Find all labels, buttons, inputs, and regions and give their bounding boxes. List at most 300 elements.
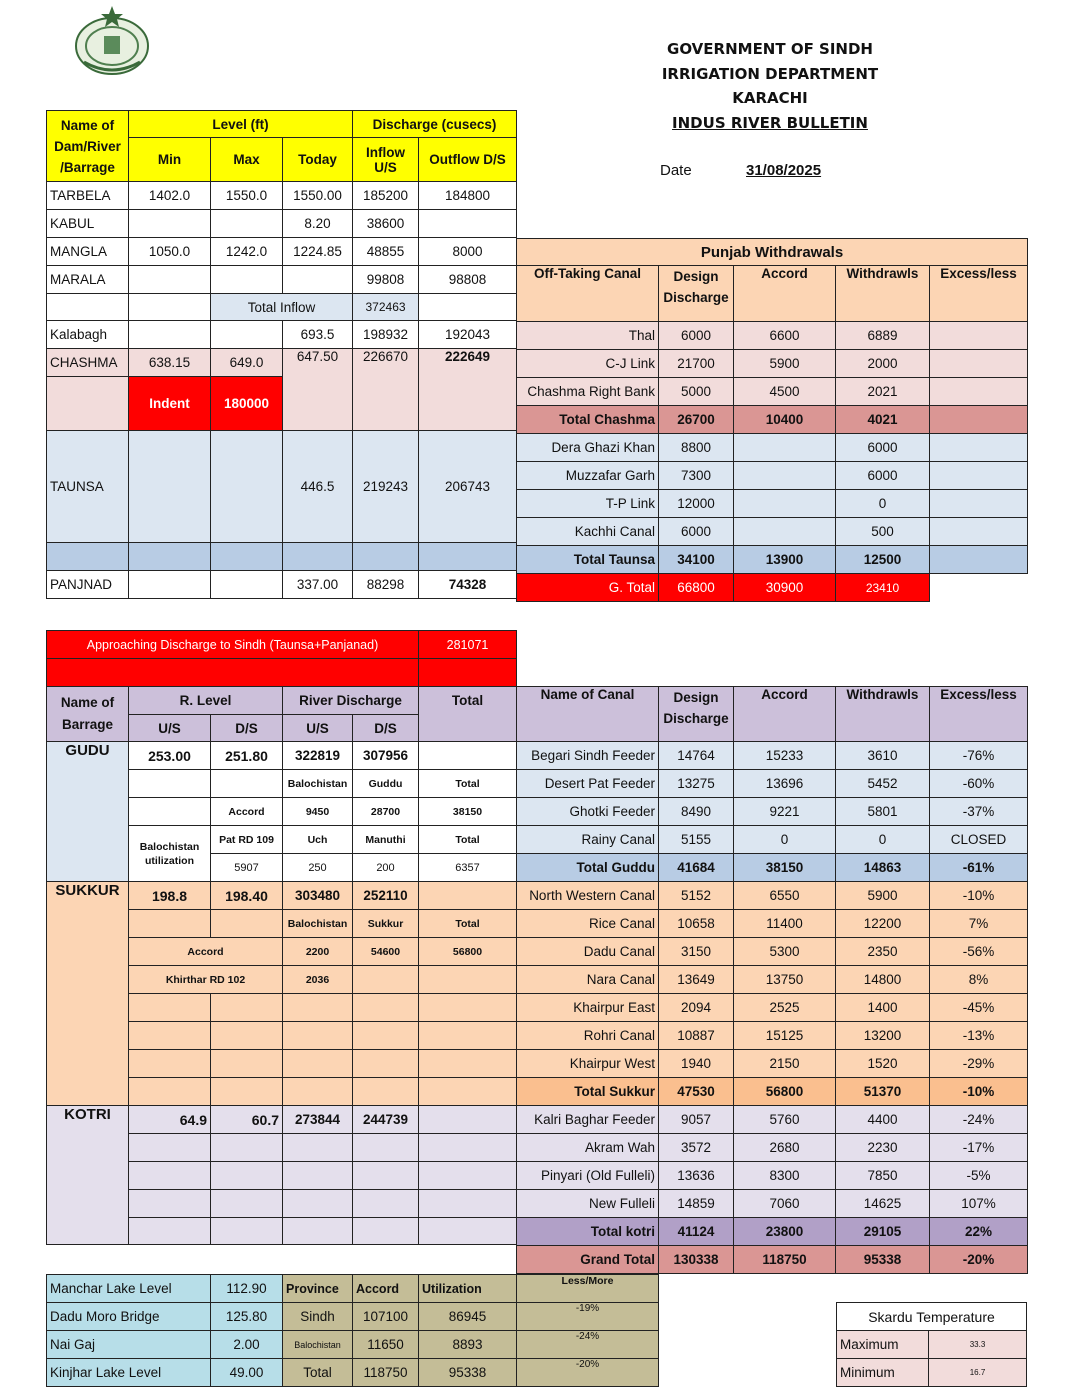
withdrawal: 4400 [836, 1106, 930, 1134]
excess-less: 107% [930, 1190, 1028, 1218]
header-province: Province [283, 1275, 353, 1303]
canal-name: Dadu Canal [517, 938, 659, 966]
header-name: Name of Dam/River /Barrage [47, 111, 129, 182]
sub-header: Guddu [353, 770, 419, 798]
accord: 5760 [734, 1106, 836, 1134]
excess-less: -61% [930, 854, 1028, 882]
province-name: Balochistan [283, 1331, 353, 1359]
header-canal: Off-Taking Canal [517, 266, 659, 322]
outflow: 8000 [419, 238, 517, 266]
header-us: U/S [283, 715, 353, 742]
level-max [211, 210, 283, 238]
canal-row [517, 1022, 1028, 1050]
canal-row [517, 882, 1028, 910]
canal-row [517, 1190, 1028, 1218]
excess-less: -10% [930, 1078, 1028, 1106]
header-barrage: Name of Barrage [47, 687, 129, 742]
excess-less: 22% [930, 1218, 1028, 1246]
skardu-temperature-table [836, 1302, 1027, 1387]
level-today: 337.00 [283, 571, 353, 599]
lake-value: 125.80 [211, 1303, 283, 1331]
header-accord: Accord [734, 687, 836, 742]
withdrawal: 12500 [836, 546, 930, 574]
excess-less: -24% [930, 1106, 1028, 1134]
header-accord: Accord [734, 266, 836, 322]
barrage-name: GUDU [47, 742, 129, 882]
inflow: 219243 [353, 431, 419, 543]
inflow: 185200 [353, 182, 419, 210]
excess-less [930, 490, 1028, 518]
canal-row [517, 1050, 1028, 1078]
level-today [283, 266, 353, 294]
province-accord: 11650 [353, 1331, 419, 1359]
skardu-min-value: 16.7 [929, 1359, 1027, 1387]
punjab-withdrawals-table [516, 238, 1028, 602]
withdrawal: 2350 [836, 938, 930, 966]
sub-header: Sukkur [353, 910, 419, 938]
sub-header: Manuthi [353, 826, 419, 854]
lake-name: Manchar Lake Level [47, 1275, 211, 1303]
sub-header: Total [419, 910, 517, 938]
lake-name: Kinjhar Lake Level [47, 1359, 211, 1387]
date-value: 31/08/2025 [746, 162, 822, 179]
accord-label: Accord [211, 798, 283, 826]
canal-name: Kalri Baghar Feeder [517, 1106, 659, 1134]
level-max: 1242.0 [211, 238, 283, 266]
sindh-canals-table [516, 686, 1028, 1274]
excess-less: -56% [930, 938, 1028, 966]
design-discharge: 5152 [659, 882, 734, 910]
skardu-title: Skardu Temperature [837, 1303, 1027, 1331]
withdrawal: 14625 [836, 1190, 930, 1218]
canal-name: Muzzafar Garh [517, 462, 659, 490]
withdrawal: 14863 [836, 854, 930, 882]
discharge-us: 303480 [283, 882, 353, 910]
header-canal: Name of Canal [517, 687, 659, 742]
withdrawal: 29105 [836, 1218, 930, 1246]
withdrawal: 0 [836, 490, 930, 518]
canal-row [517, 938, 1028, 966]
canal-row [517, 966, 1028, 994]
canal-row [517, 854, 1028, 882]
accord [734, 462, 836, 490]
indent-label: Indent [129, 377, 211, 431]
lake-name: Dadu Moro Bridge [47, 1303, 211, 1331]
withdrawal: 4021 [836, 406, 930, 434]
design-discharge: 47530 [659, 1078, 734, 1106]
excess-less: -13% [930, 1022, 1028, 1050]
canal-name: C-J Link [517, 350, 659, 378]
lake-value: 2.00 [211, 1331, 283, 1359]
accord [734, 434, 836, 462]
khirthar-value: 2036 [283, 966, 353, 994]
dam-name: TARBELA [47, 182, 129, 210]
accord: 11400 [734, 910, 836, 938]
level-today: 647.50 [283, 349, 353, 431]
province-utilization: 8893 [419, 1331, 517, 1359]
withdrawal: 6889 [836, 322, 930, 350]
level-today: 1224.85 [283, 238, 353, 266]
province-name: Sindh [283, 1303, 353, 1331]
design-discharge: 34100 [659, 546, 734, 574]
punjab-title: Punjab Withdrawals [517, 239, 1028, 266]
accord: 15125 [734, 1022, 836, 1050]
header-utilization: Utilization [419, 1275, 517, 1303]
canal-name: New Fulleli [517, 1190, 659, 1218]
canal-name: Total Taunsa [517, 546, 659, 574]
accord: 13696 [734, 770, 836, 798]
excess-less: -37% [930, 798, 1028, 826]
canal-name: Total kotri [517, 1218, 659, 1246]
skardu-max-value: 33.3 [929, 1331, 1027, 1359]
dam-name: KABUL [47, 210, 129, 238]
accord: 2680 [734, 1134, 836, 1162]
level-min: 1402.0 [129, 182, 211, 210]
canal-row [517, 322, 1028, 350]
canal-name: Khairpur West [517, 1050, 659, 1078]
excess-less [930, 378, 1028, 406]
khirthar-label: Khirthar RD 102 [129, 966, 283, 994]
excess-less: -5% [930, 1162, 1028, 1190]
accord: 13900 [734, 546, 836, 574]
header-city: KARACHI [732, 89, 808, 107]
canal-name: Akram Wah [517, 1134, 659, 1162]
lakes-table [46, 1274, 659, 1387]
withdrawal: 7850 [836, 1162, 930, 1190]
design-discharge: 5000 [659, 378, 734, 406]
withdrawal: 14800 [836, 966, 930, 994]
outflow: 206743 [419, 431, 517, 543]
canal-row [517, 462, 1028, 490]
withdrawal: 3610 [836, 742, 930, 770]
design-discharge: 1940 [659, 1050, 734, 1078]
design-discharge: 10887 [659, 1022, 734, 1050]
design-discharge: 41124 [659, 1218, 734, 1246]
withdrawal: 6000 [836, 434, 930, 462]
canal-row [517, 742, 1028, 770]
canal-name: North Western Canal [517, 882, 659, 910]
header-less-more: Less/More [517, 1275, 659, 1303]
canal-name: Pinyari (Old Fulleli) [517, 1162, 659, 1190]
header-excess: Excess/less [930, 687, 1028, 742]
canal-row [517, 546, 1028, 574]
canal-name: Khairpur East [517, 994, 659, 1022]
canal-row [517, 350, 1028, 378]
header-rlevel: R. Level [129, 687, 283, 715]
header-withdrawals: Withdrawls [836, 687, 930, 742]
accord: 5900 [734, 350, 836, 378]
canal-row [517, 1162, 1028, 1190]
design-discharge: 21700 [659, 350, 734, 378]
canal-row [517, 770, 1028, 798]
excess-less [930, 546, 1028, 574]
withdrawal: 2230 [836, 1134, 930, 1162]
level-ds: 198.40 [211, 882, 283, 910]
excess-less [930, 518, 1028, 546]
header-river-discharge: River Discharge [283, 687, 419, 715]
accord: 56800 [734, 1078, 836, 1106]
design-discharge: 8490 [659, 798, 734, 826]
dam-name: Kalabagh [47, 321, 129, 349]
excess-less: -17% [930, 1134, 1028, 1162]
excess-less: 7% [930, 910, 1028, 938]
level-min [129, 210, 211, 238]
excess-less [930, 434, 1028, 462]
gtotal-design: 66800 [659, 574, 734, 602]
canal-row [517, 406, 1028, 434]
inflow: 99808 [353, 266, 419, 294]
lake-value: 112.90 [211, 1275, 283, 1303]
canal-name: Kachhi Canal [517, 518, 659, 546]
excess-less: CLOSED [930, 826, 1028, 854]
withdrawal: 51370 [836, 1078, 930, 1106]
sub-header: Total [419, 826, 517, 854]
accord-value: 38150 [419, 798, 517, 826]
accord-value: 56800 [419, 938, 517, 966]
canal-name: Dera Ghazi Khan [517, 434, 659, 462]
sindh-barrage-table [46, 686, 517, 1245]
province-less: -19% [517, 1303, 659, 1331]
withdrawal: 2000 [836, 350, 930, 378]
inflow: 48855 [353, 238, 419, 266]
canal-row [517, 490, 1028, 518]
design-discharge: 13649 [659, 966, 734, 994]
total-inflow-label: Total Inflow [211, 294, 353, 321]
header-design: Design Discharge [659, 687, 734, 742]
accord: 15233 [734, 742, 836, 770]
canal-name: Total Chashma [517, 406, 659, 434]
outflow: 184800 [419, 182, 517, 210]
gtotal-withdrawal: 23410 [836, 574, 930, 602]
accord: 2150 [734, 1050, 836, 1078]
util-value: 200 [353, 854, 419, 882]
level-today: 8.20 [283, 210, 353, 238]
header-discharge: Discharge (cusecs) [353, 111, 517, 138]
level-min: 638.15 [129, 349, 211, 377]
canal-row [517, 994, 1028, 1022]
withdrawal: 500 [836, 518, 930, 546]
date-label: Date [660, 162, 692, 179]
province-utilization: 86945 [419, 1303, 517, 1331]
canal-name: Thal [517, 322, 659, 350]
accord [734, 518, 836, 546]
design-discharge: 14764 [659, 742, 734, 770]
design-discharge: 9057 [659, 1106, 734, 1134]
header-min: Min [129, 138, 211, 182]
sub-header: Balochistan [283, 770, 353, 798]
accord-value: 28700 [353, 798, 419, 826]
sub-header: Total [419, 770, 517, 798]
canal-name: Rohri Canal [517, 1022, 659, 1050]
canal-name: Desert Pat Feeder [517, 770, 659, 798]
accord-value: 9450 [283, 798, 353, 826]
outflow: 98808 [419, 266, 517, 294]
design-discharge: 5155 [659, 826, 734, 854]
province-utilization: 95338 [419, 1359, 517, 1387]
dam-name: MARALA [47, 266, 129, 294]
utilization-label: Balochistan utilization [129, 826, 211, 882]
util-value: 5907 [211, 854, 283, 882]
outflow: 222649 [419, 349, 517, 431]
design-discharge: 41684 [659, 854, 734, 882]
accord: 6600 [734, 322, 836, 350]
design-discharge: 13636 [659, 1162, 734, 1190]
level-min: 1050.0 [129, 238, 211, 266]
approach-label: Approaching Discharge to Sindh (Taunsa+Panjanad) [47, 631, 419, 659]
design-discharge: 26700 [659, 406, 734, 434]
level-max: 649.0 [211, 349, 283, 377]
canal-name: Nara Canal [517, 966, 659, 994]
header-excess: Excess/less [930, 266, 1028, 322]
sub-header: Balochistan [283, 910, 353, 938]
withdrawal: 1400 [836, 994, 930, 1022]
header-inflow: Inflow U/S [353, 138, 419, 182]
total-inflow-value: 372463 [353, 294, 419, 321]
design-discharge: 8800 [659, 434, 734, 462]
grand-total-accord: 118750 [734, 1246, 836, 1274]
lake-value: 49.00 [211, 1359, 283, 1387]
canal-name: Rainy Canal [517, 826, 659, 854]
excess-less [930, 350, 1028, 378]
level-max: 1550.0 [211, 182, 283, 210]
header-department: IRRIGATION DEPARTMENT [661, 65, 879, 83]
inflow: 226670 [353, 349, 419, 431]
outflow: 74328 [419, 571, 517, 599]
accord-label: Accord [129, 938, 283, 966]
inflow: 38600 [353, 210, 419, 238]
canal-name: Total Sukkur [517, 1078, 659, 1106]
inflow: 88298 [353, 571, 419, 599]
province-name: Total [283, 1359, 353, 1387]
grand-total-design: 130338 [659, 1246, 734, 1274]
withdrawal: 12200 [836, 910, 930, 938]
accord: 0 [734, 826, 836, 854]
accord: 23800 [734, 1218, 836, 1246]
accord: 10400 [734, 406, 836, 434]
canal-row [517, 910, 1028, 938]
level-ds: 251.80 [211, 742, 283, 770]
canal-row [517, 1106, 1028, 1134]
lake-name: Nai Gaj [47, 1331, 211, 1359]
canal-name: Ghotki Feeder [517, 798, 659, 826]
outflow: 192043 [419, 321, 517, 349]
design-discharge: 6000 [659, 322, 734, 350]
gtotal-accord: 30900 [734, 574, 836, 602]
withdrawal: 0 [836, 826, 930, 854]
level-ds: 60.7 [211, 1106, 283, 1134]
withdrawal: 6000 [836, 462, 930, 490]
sub-header: Uch [283, 826, 353, 854]
excess-less: -10% [930, 882, 1028, 910]
withdrawal: 5801 [836, 798, 930, 826]
canal-name: Total Guddu [517, 854, 659, 882]
header-ds: D/S [353, 715, 419, 742]
province-less: -20% [517, 1359, 659, 1387]
dam-name: PANJNAD [47, 571, 129, 599]
approach-value: 281071 [419, 631, 517, 659]
canal-row [517, 826, 1028, 854]
level-us: 198.8 [129, 882, 211, 910]
excess-less: -29% [930, 1050, 1028, 1078]
dam-name: MANGLA [47, 238, 129, 266]
level-min [129, 266, 211, 294]
accord [734, 490, 836, 518]
accord: 38150 [734, 854, 836, 882]
withdrawal: 1520 [836, 1050, 930, 1078]
header-withdrawals: Withdrawls [836, 266, 930, 322]
header-ds: D/S [211, 715, 283, 742]
accord: 9221 [734, 798, 836, 826]
design-discharge: 12000 [659, 490, 734, 518]
accord: 8300 [734, 1162, 836, 1190]
discharge-us: 273844 [283, 1106, 353, 1134]
dam-name: TAUNSA [47, 431, 129, 543]
discharge-ds: 307956 [353, 742, 419, 770]
outflow [419, 210, 517, 238]
upper-dam-table [46, 110, 517, 599]
discharge-us: 322819 [283, 742, 353, 770]
accord-value: 2200 [283, 938, 353, 966]
discharge-ds: 252110 [353, 882, 419, 910]
withdrawal: 5452 [836, 770, 930, 798]
sindh-government-logo [70, 4, 154, 78]
design-discharge: 14859 [659, 1190, 734, 1218]
skardu-min-label: Minimum [837, 1359, 929, 1387]
accord: 7060 [734, 1190, 836, 1218]
level-us: 64.9 [129, 1106, 211, 1134]
accord: 4500 [734, 378, 836, 406]
province-accord: 107100 [353, 1303, 419, 1331]
design-discharge: 6000 [659, 518, 734, 546]
withdrawal: 5900 [836, 882, 930, 910]
design-discharge: 2094 [659, 994, 734, 1022]
sub-header: Pat RD 109 [211, 826, 283, 854]
header-outflow: Outflow D/S [419, 138, 517, 182]
canal-name: T-P Link [517, 490, 659, 518]
design-discharge: 7300 [659, 462, 734, 490]
withdrawal: 13200 [836, 1022, 930, 1050]
accord: 2525 [734, 994, 836, 1022]
design-discharge: 10658 [659, 910, 734, 938]
excess-less: -76% [930, 742, 1028, 770]
header-level: Level (ft) [129, 111, 353, 138]
excess-less [930, 322, 1028, 350]
canal-row [517, 518, 1028, 546]
level-us: 253.00 [129, 742, 211, 770]
discharge-ds: 244739 [353, 1106, 419, 1134]
excess-less [930, 462, 1028, 490]
level-today: 693.5 [283, 321, 353, 349]
accord: 13750 [734, 966, 836, 994]
canal-row [517, 434, 1028, 462]
excess-less: -45% [930, 994, 1028, 1022]
header-total: Total [419, 687, 517, 742]
util-value: 6357 [419, 854, 517, 882]
util-value: 250 [283, 854, 353, 882]
level-today: 1550.00 [283, 182, 353, 210]
header-max: Max [211, 138, 283, 182]
excess-less [930, 406, 1028, 434]
province-less: -24% [517, 1331, 659, 1359]
header-government: GOVERNMENT OF SINDH [667, 40, 873, 58]
canal-name: Begari Sindh Feeder [517, 742, 659, 770]
accord: 5300 [734, 938, 836, 966]
skardu-max-label: Maximum [837, 1331, 929, 1359]
canal-row [517, 1218, 1028, 1246]
dam-name: CHASHMA [47, 349, 129, 377]
header-today: Today [283, 138, 353, 182]
gtotal-label: G. Total [517, 574, 659, 602]
